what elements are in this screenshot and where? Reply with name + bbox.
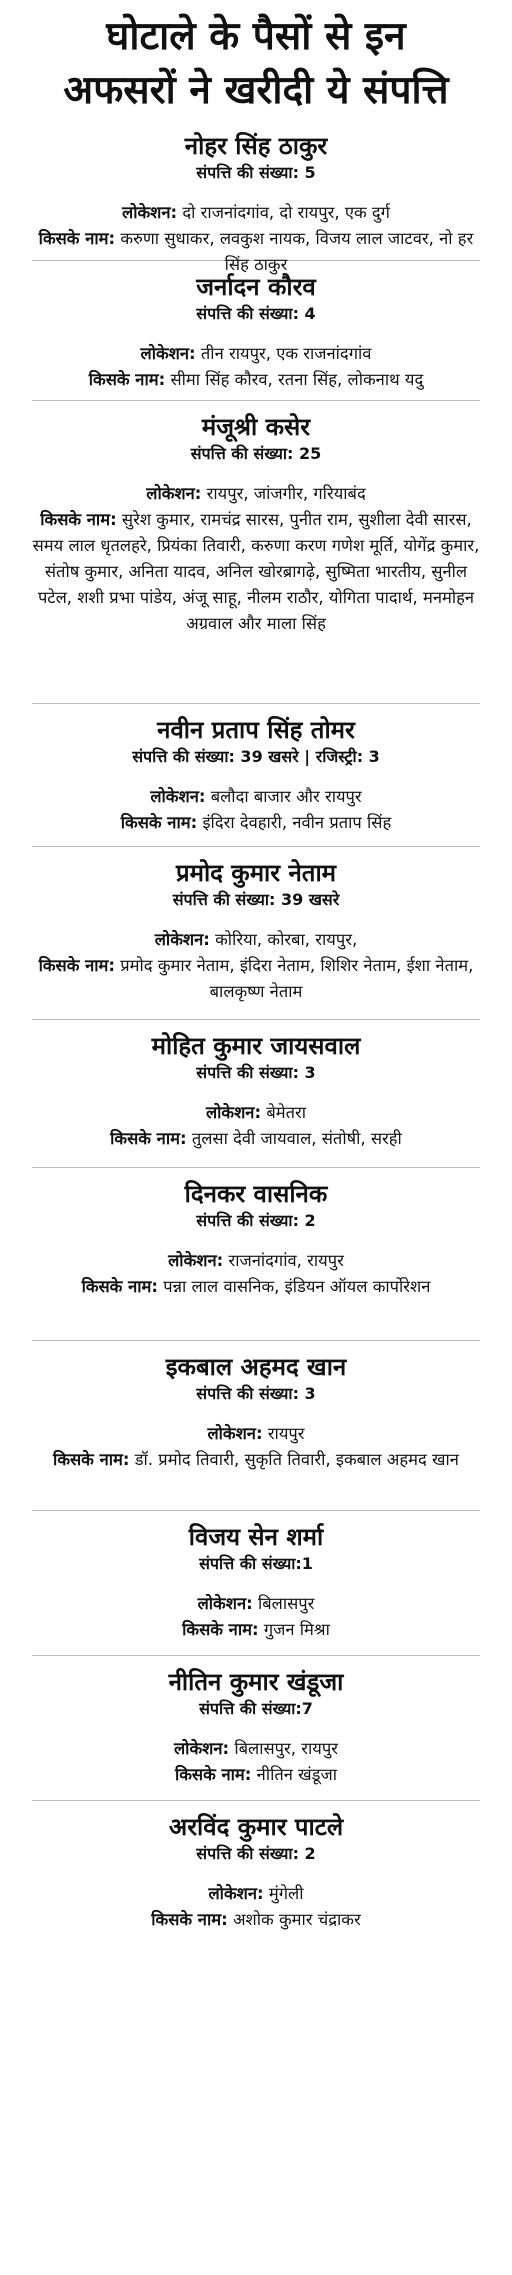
owner-label: किसके नाम:: [110, 1129, 187, 1148]
location-value: बलौदा बाजार और रायपुर: [210, 787, 362, 806]
officer-details: [32, 784, 480, 836]
owner-label: किसके नाम:: [88, 370, 166, 389]
officer-name: अरविंद कुमार पाटले: [168, 1813, 344, 1841]
location-label: लोकेशन:: [174, 1739, 230, 1758]
location-label: लोकेशन:: [154, 930, 210, 949]
location-label: लोकेशन:: [168, 1251, 224, 1270]
officer-entry: [32, 120, 480, 274]
property-count: संपत्ति की संख्या: 4: [196, 304, 316, 323]
owner-value: सीमा सिंह कौरव, रतना सिंह, लोकनाथ यदु: [170, 370, 424, 389]
owner-value: डॉ. प्रमोद तिवारी, सुकृति तिवारी, इकबाल अहमद खान: [134, 1450, 459, 1469]
property-count: संपत्ति की संख्या: 5: [196, 163, 316, 182]
owner-value: सुरेश कुमार, रामचंद्र सारस, पुनीत राम, सुशीला देवी सारस, समय लाल धृतलहरे, प्रियंका तिवारी, करुणा करण गणेश मूर्ति, योगेंद्र कुमार, संतोष कुमार, अनिता यादव, अनिल खोरब्रागढ़े, सुष्मिता भारतीय, सुनील पटेल, शशी प्रभा पांडेय, अंजू साहू, नीलम राठौर, योगिता पादार्थ, मनमोहन अग्रवाल और माला सिंह: [32, 510, 480, 633]
property-count: संपत्ति की संख्या: 3: [196, 1384, 316, 1403]
owner-value: तुलसा देवी जायवाल, संतोषी, सरही: [191, 1129, 402, 1148]
officer-name: दिनकर वासनिक: [184, 1180, 328, 1208]
officer-details: [32, 481, 480, 637]
owner-label: किसके नाम:: [38, 956, 116, 975]
officer-name: विजय सेन शर्मा: [188, 1523, 324, 1551]
officer-entry: [32, 1168, 480, 1341]
officer-entry: [32, 1341, 480, 1511]
owner-label: किसके नाम:: [182, 1620, 259, 1639]
owner-value: गुजन मिश्रा: [263, 1620, 330, 1639]
owner-value: नीतिन खंडूजा: [256, 1765, 338, 1784]
officer-entry: [32, 1511, 480, 1656]
location-value: मुंगेली: [268, 1884, 304, 1903]
owner-value: पन्ना लाल वासनिक, इंडियन ऑयल कार्पोरेशन: [163, 1277, 431, 1296]
owner-value: प्रमोद कुमार नेताम, इंदिरा नेताम, शिशिर नेताम, ईशा नेताम, बालकृष्ण नेताम: [120, 956, 474, 1001]
officer-details: [32, 1100, 480, 1152]
owner-label: किसके नाम:: [174, 1765, 252, 1784]
headline-line-2: अफसरों ने खरीदी ये संपत्ति: [63, 68, 449, 113]
owner-label: किसके नाम:: [53, 1450, 130, 1469]
location-label: लोकेशन:: [207, 1424, 263, 1443]
location-value: तीन रायपुर, एक राजनांदगांव: [200, 344, 372, 363]
location-label: लोकेशन:: [146, 484, 202, 503]
owner-value: इंदिरा देवहारी, नवीन प्रताप सिंह: [202, 813, 392, 832]
officer-name: इकबाल अहमद खान: [165, 1353, 347, 1381]
location-value: रायपुर: [267, 1424, 305, 1443]
officer-details: [32, 341, 480, 393]
officer-name: नीतिन कुमार खंडूजा: [168, 1668, 344, 1696]
officer-entry: [32, 1656, 480, 1801]
officer-entry: [32, 847, 480, 1020]
location-value: बिलासपुर: [257, 1594, 315, 1613]
property-count: संपत्ति की संख्या: 2: [196, 1211, 316, 1230]
officer-name: मंजूश्री कसेर: [201, 413, 311, 441]
location-value: रायपुर, जांजगीर, गरियाबंद: [206, 484, 366, 503]
officer-name: जर्नादन कौरव: [196, 273, 316, 301]
officer-entry: [32, 1801, 480, 1951]
headline-line-1: घोटाले के पैसों से इन: [106, 14, 406, 59]
owner-label: किसके नाम:: [120, 813, 198, 832]
owner-value: करुणा सुधाकर, लवकुश नायक, विजय लाल जाटवर, नो हर सिंह ठाकुर: [120, 229, 474, 274]
officer-entry: [32, 1020, 480, 1168]
owner-label: किसके नाम:: [81, 1277, 158, 1296]
officer-entry: [32, 401, 480, 704]
owner-label: किसके नाम:: [151, 1910, 228, 1929]
property-count: संपत्ति की संख्या: 39 खसरे: [172, 890, 340, 909]
property-count: संपत्ति की संख्या: 25: [190, 444, 322, 463]
officer-details: [32, 1881, 480, 1933]
property-count: संपत्ति की संख्या:7: [199, 1699, 313, 1718]
officer-entry: [32, 261, 480, 401]
location-label: लोकेशन:: [140, 344, 196, 363]
officer-entry: [32, 704, 480, 847]
property-count: संपत्ति की संख्या: 2: [196, 1844, 316, 1863]
owner-value: अशोक कुमार चंद्राकर: [232, 1910, 361, 1929]
location-value: बेमेतरा: [266, 1103, 307, 1122]
property-count: संपत्ति की संख्या: 3: [196, 1063, 316, 1082]
officer-details: [32, 1736, 480, 1788]
location-value: कोरिया, कोरबा, रायपुर,: [215, 930, 358, 949]
property-count: संपत्ति की संख्या:1: [199, 1554, 313, 1573]
officer-name: मोहित कुमार जायसवाल: [151, 1032, 361, 1060]
officer-name: नवीन प्रताप सिंह तोमर: [157, 716, 355, 744]
headline: [32, 0, 480, 120]
officer-details: [32, 1421, 480, 1473]
location-value: राजनांदगांव, रायपुर: [228, 1251, 344, 1270]
officer-details: [32, 1248, 480, 1300]
officer-details: [32, 1591, 480, 1643]
officer-name: नोहर सिंह ठाकुर: [184, 132, 328, 160]
property-count: संपत्ति की संख्या: 39 खसरे | रजिस्ट्री: 3: [132, 747, 380, 766]
location-value: दो राजनांदगांव, दो रायपुर, एक दुर्ग: [182, 203, 390, 222]
location-label: लोकेशन:: [122, 203, 178, 222]
officer-details: [32, 927, 480, 1005]
owner-label: किसके नाम:: [38, 229, 116, 248]
owner-label: किसके नाम:: [40, 510, 117, 529]
location-value: बिलासपुर, रायपुर: [234, 1739, 338, 1758]
officer-name: प्रमोद कुमार नेताम: [175, 859, 337, 887]
location-label: लोकेशन:: [150, 787, 206, 806]
location-label: लोकेशन:: [208, 1884, 264, 1903]
location-label: लोकेशन:: [205, 1103, 262, 1122]
location-label: लोकेशन:: [197, 1594, 253, 1613]
